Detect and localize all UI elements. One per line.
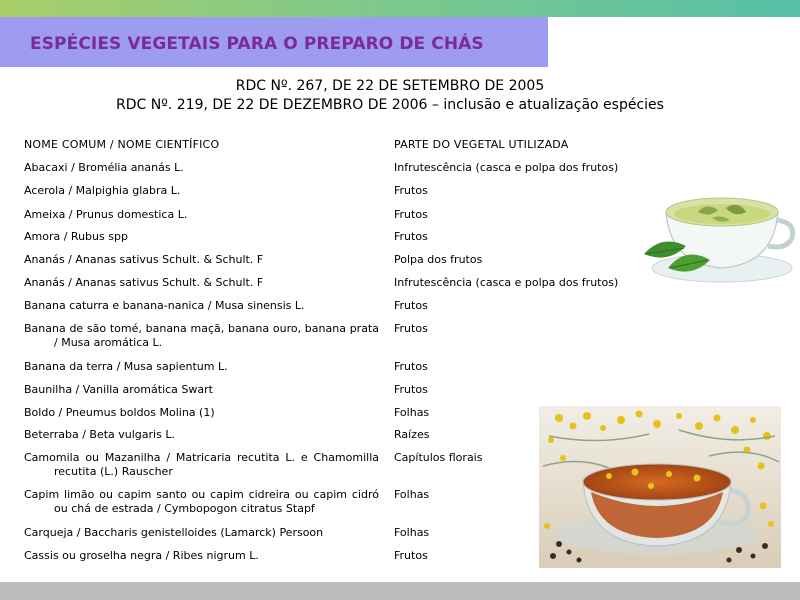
row-name: Boldo / Pneumus boldos Molina (1) [24, 406, 215, 419]
row-name: Banana de são tomé, banana maçã, banana ouro, banana prata / Musa aromática L. [24, 322, 379, 349]
rdc-line-1: RDC Nº. 267, DE 22 DE SETEMBRO DE 2005 [235, 78, 545, 94]
row-name: Abacaxi / Bromélia ananás L. [24, 161, 184, 174]
row-name: Capim limão ou capim santo ou capim cidreira ou capim cidró ou chá de estrada / Cymbopogon citratus Stapf [24, 488, 379, 515]
row-part: Infrutescência (casca e polpa dos frutos) [394, 161, 619, 174]
row-part: Frutos [394, 299, 428, 312]
row-part: Frutos [394, 549, 428, 562]
row-name: Cassis ou groselha negra / Ribes nigrum L. [24, 549, 259, 562]
herbal-tea-image [539, 406, 781, 568]
row-part: Capítulos florais [394, 451, 483, 464]
row-part: Infrutescência (casca e polpa dos frutos) [394, 276, 619, 289]
row-part: Frutos [394, 230, 428, 243]
slide-title: ESPÉCIES VEGETAIS PARA O PREPARO DE CHÁS [30, 34, 484, 54]
row-part: Folhas [394, 488, 430, 501]
row-part: Polpa dos frutos [394, 253, 483, 266]
row-name: Acerola / Malpighia glabra L. [24, 184, 181, 197]
row-name: Ameixa / Prunus domestica L. [24, 208, 188, 221]
row-part: Raízes [394, 428, 430, 441]
row-part: Frutos [394, 208, 428, 221]
row-name: Banana caturra e banana-nanica / Musa sinensis L. [24, 299, 305, 312]
row-name: Ananás / Ananas sativus Schult. & Schult. F [24, 276, 264, 289]
row-name: Baunilha / Vanilla aromática Swart [24, 383, 213, 396]
row-part: Frutos [394, 322, 428, 335]
row-part: Frutos [394, 383, 428, 396]
row-name: Camomila ou Mazanilha / Matricaria recutita L. e Chamomilla recutita (L.) Rauscher [24, 451, 379, 478]
row-name: Carqueja / Baccharis genistelloides (Lamarck) Persoon [24, 526, 324, 539]
header-name: NOME COMUM / NOME CIENTÍFICO [24, 138, 220, 151]
row-name: Ananás / Ananas sativus Schult. & Schult. F [24, 253, 264, 266]
row-part: Frutos [394, 360, 428, 373]
row-name: Amora / Rubus spp [24, 230, 128, 243]
green-tea-cup-image [640, 172, 798, 290]
row-part: Folhas [394, 526, 430, 539]
bottom-gray-band [0, 582, 800, 600]
rdc-line-2: RDC Nº. 219, DE 22 DE DEZEMBRO DE 2006 – inclusão e atualização espécies [116, 97, 664, 113]
row-part: Folhas [394, 406, 430, 419]
row-part: Frutos [394, 184, 428, 197]
row-name: Beterraba / Beta vulgaris L. [24, 428, 175, 441]
header-part: PARTE DO VEGETAL UTILIZADA [394, 138, 569, 151]
top-gradient-band [0, 0, 800, 17]
row-name: Banana da terra / Musa sapientum L. [24, 360, 228, 373]
